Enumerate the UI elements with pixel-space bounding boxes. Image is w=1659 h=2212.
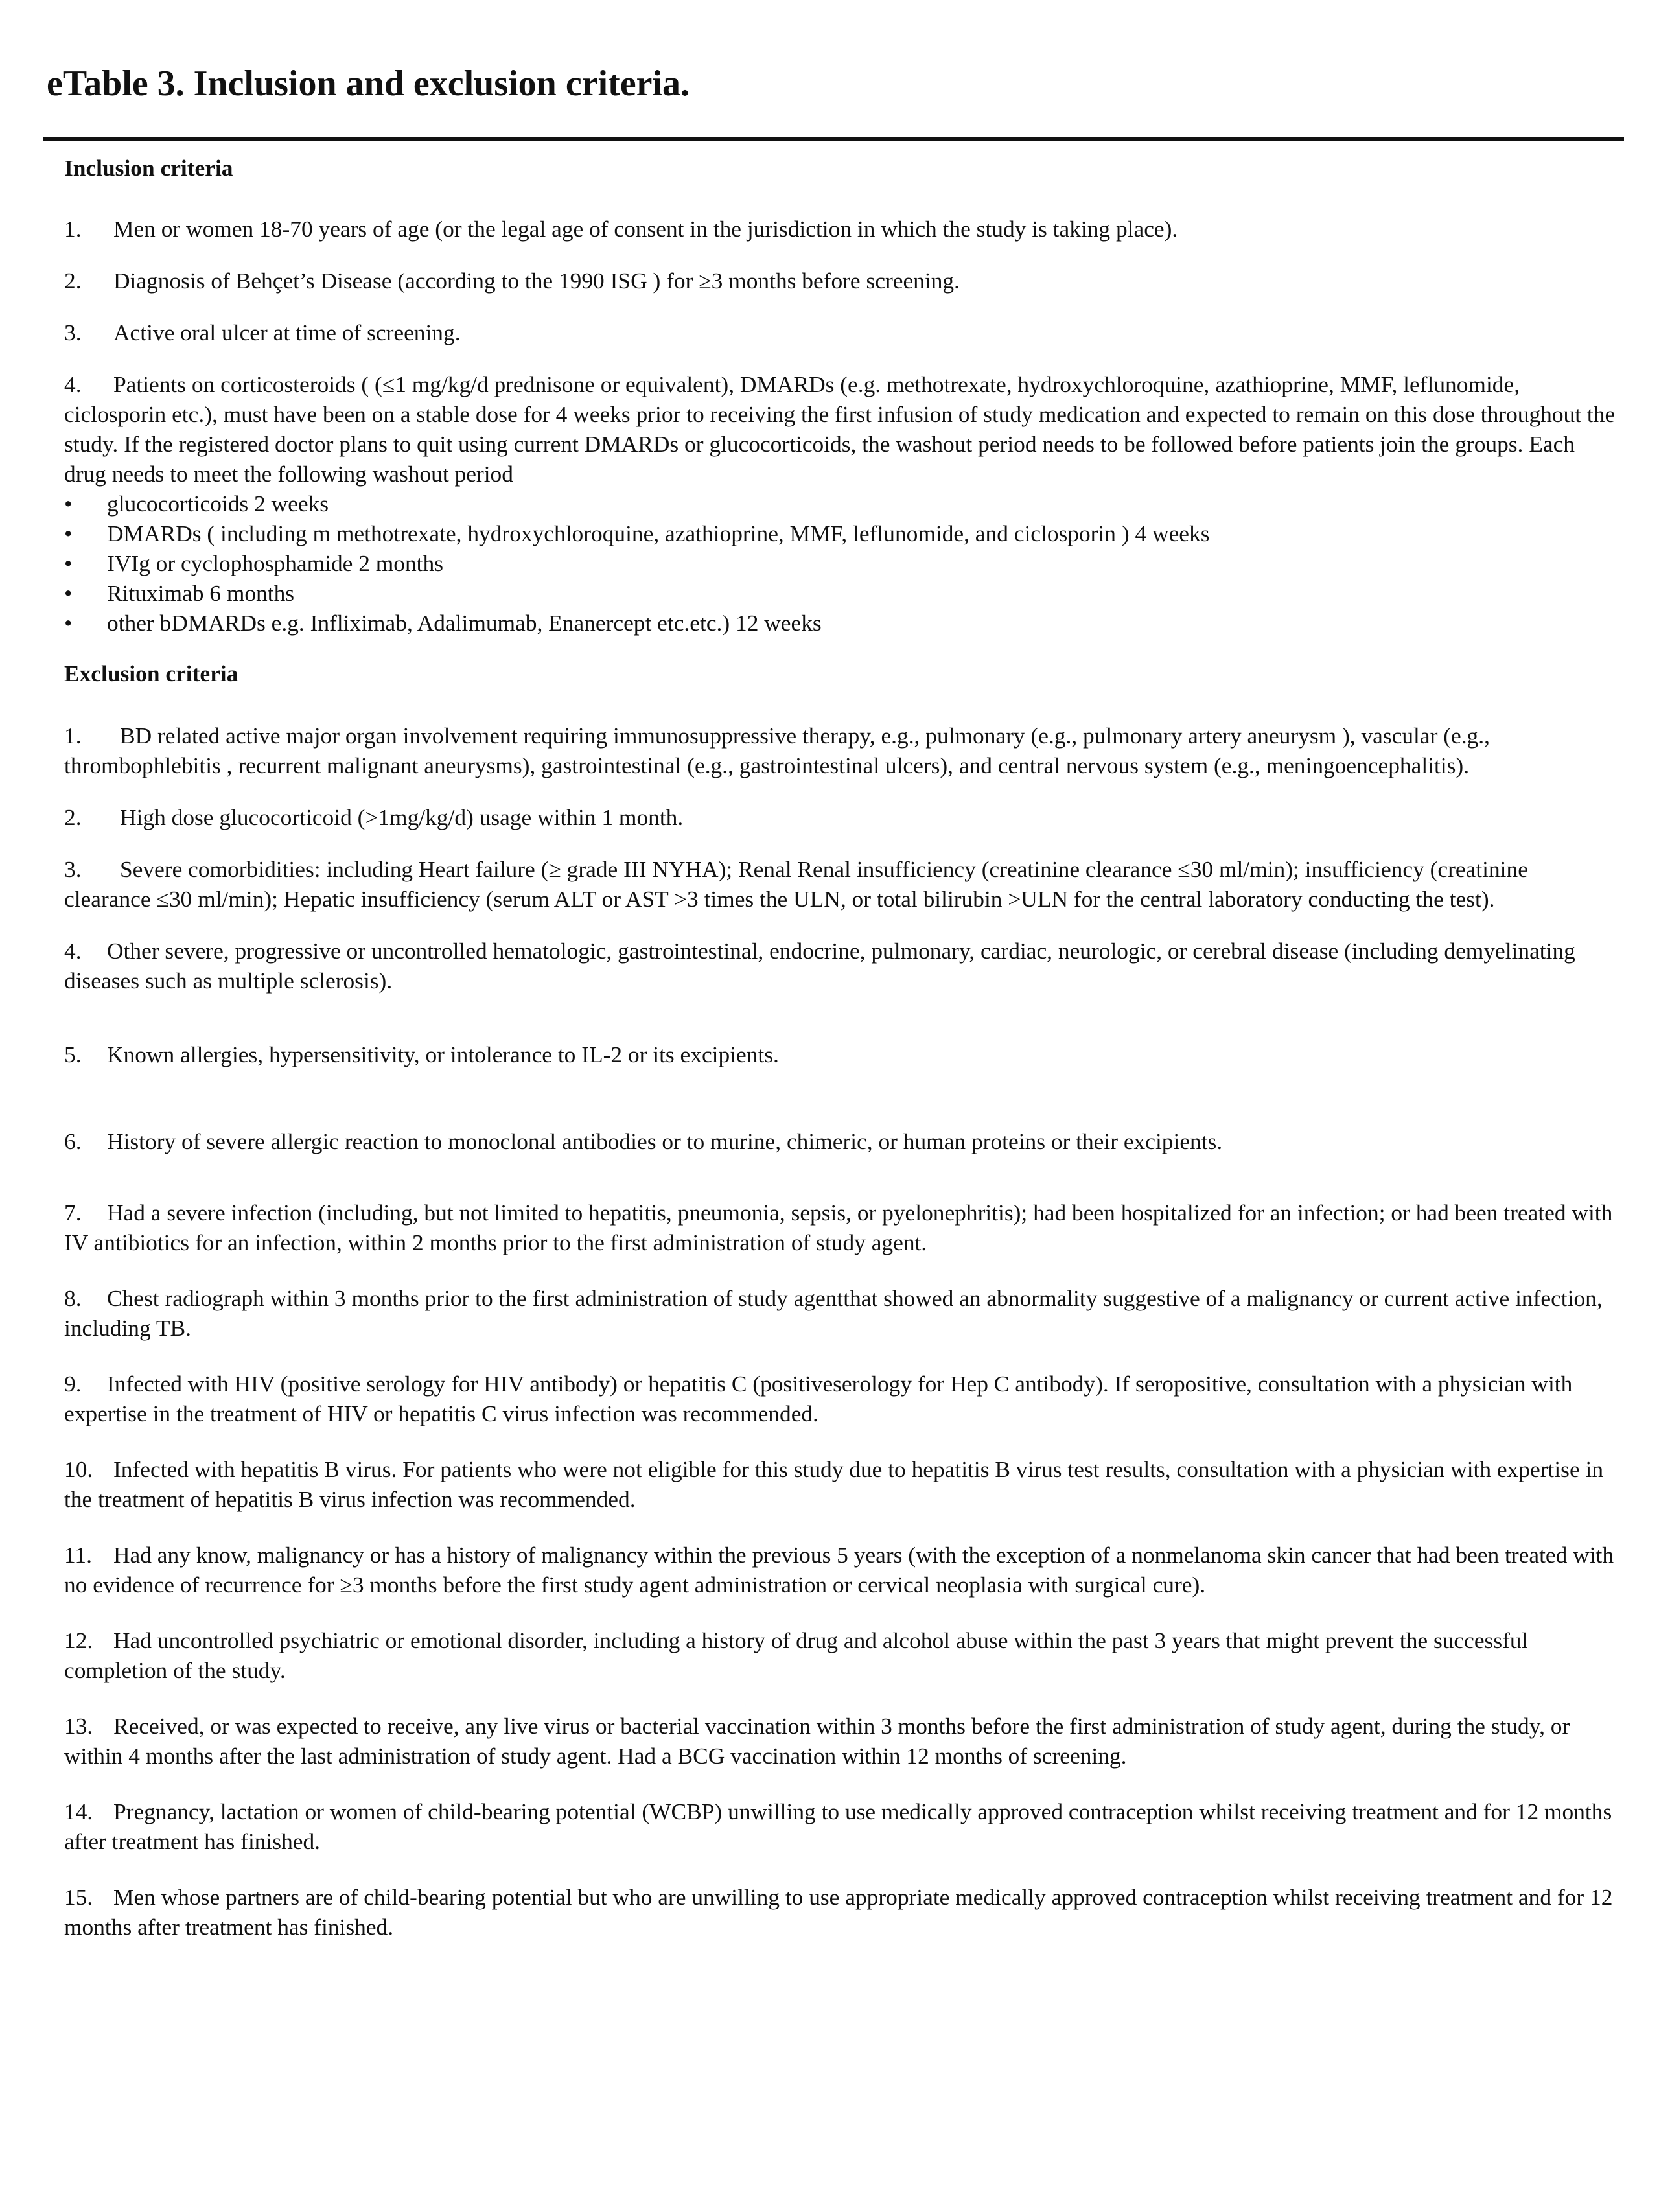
title-rule bbox=[43, 137, 1624, 141]
item-text: Had uncontrolled psychiatric or emotional disorder, including a history of drug and alcohol abuse within the past 3 years that might prevent the successful completion of the study. bbox=[64, 1627, 1528, 1683]
inclusion-section bbox=[64, 153, 1619, 638]
inclusion-item bbox=[64, 369, 1619, 489]
item-text: Active oral ulcer at time of screening. bbox=[113, 320, 461, 345]
item-text: Pregnancy, lactation or women of child-bearing potential (WCBP) unwilling to use medically approved contraception whilst receiving treatment and for 12 months after treatment has finished. bbox=[64, 1799, 1612, 1854]
criteria-content bbox=[64, 153, 1619, 1942]
item-number: 11. bbox=[64, 1542, 92, 1568]
bullet-marker: • bbox=[64, 491, 73, 517]
washout-item bbox=[64, 518, 1619, 548]
item-text: Severe comorbidities: including Heart failure (≥ grade III NYHA); Renal Renal insufficiency (creatinine clearance ≤30 ml/min); insufficiency (creatinine clearance ≤30 ml/min); Hepatic insufficiency (serum ALT or AST >3 times the ULN, or total bilirubin >ULN for the central laboratory conducting the test). bbox=[64, 856, 1528, 912]
exclusion-item bbox=[64, 1126, 1619, 1156]
exclusion-item bbox=[64, 721, 1619, 780]
item-number: 1. bbox=[64, 723, 82, 749]
item-number: 4. bbox=[64, 371, 82, 397]
exclusion-heading: Exclusion criteria bbox=[64, 660, 238, 686]
exclusion-item bbox=[64, 1540, 1619, 1600]
item-text: Chest radiograph within 3 months prior to the first administration of study agentthat showed an abnormality suggestive of a malignancy or current active infection, including TB. bbox=[64, 1285, 1603, 1341]
item-text: Received, or was expected to receive, any live virus or bacterial vaccination within 3 months before the first administration of study agent, during the study, or within 4 months after the last administration of study agent. Had a BCG vaccination within 12 months of screening. bbox=[64, 1713, 1570, 1769]
item-number: 5. bbox=[64, 1042, 82, 1067]
item-number: 7. bbox=[64, 1200, 82, 1226]
item-number: 14. bbox=[64, 1799, 93, 1824]
item-number: 3. bbox=[64, 320, 82, 345]
exclusion-item bbox=[64, 1454, 1619, 1514]
table-title: eTable 3. Inclusion and exclusion criteria. bbox=[47, 64, 690, 104]
item-text: Other severe, progressive or uncontrolled hematologic, gastrointestinal, endocrine, pulmonary, cardiac, neurologic, or cerebral disease (including demyelinating diseases such as multiple sclerosis). bbox=[64, 938, 1575, 994]
item-number: 8. bbox=[64, 1285, 82, 1311]
item-text: History of severe allergic reaction to monoclonal antibodies or to murine, chimeric, or human proteins or their excipients. bbox=[107, 1128, 1223, 1154]
bullet-marker: • bbox=[64, 580, 73, 606]
item-text: Men or women 18-70 years of age (or the legal age of consent in the jurisdiction in which the study is taking place). bbox=[113, 216, 1178, 242]
item-number: 10. bbox=[64, 1456, 93, 1482]
washout-item bbox=[64, 489, 1619, 518]
exclusion-item bbox=[64, 1283, 1619, 1343]
item-number: 3. bbox=[64, 856, 82, 882]
item-number: 12. bbox=[64, 1627, 93, 1653]
bullet-marker: • bbox=[64, 610, 73, 636]
exclusion-item bbox=[64, 1625, 1619, 1685]
item-text: BD related active major organ involvement requiring immunosuppressive therapy, e.g., pulmonary (e.g., pulmonary artery aneurysm ), vascular (e.g., thrombophlebitis , recurrent malignant aneurysms), gastrointestinal (e.g., gastrointestinal ulcers), and central nervous system (e.g., meningoencephalitis). bbox=[64, 723, 1490, 778]
item-number: 1. bbox=[64, 216, 82, 242]
washout-item bbox=[64, 548, 1619, 578]
item-text: Infected with HIV (positive serology for HIV antibody) or hepatitis C (positiveserology for Hep C antibody). If seropositive, consultation with a physician with expertise in the treatment of HIV or hepatitis C virus infection was recommended. bbox=[64, 1371, 1573, 1426]
exclusion-item bbox=[64, 854, 1619, 914]
item-text: Men whose partners are of child-bearing potential but who are unwilling to use appropriate medically approved contraception whilst receiving treatment and for 12 months after treatment has finished. bbox=[64, 1884, 1613, 1940]
exclusion-item bbox=[64, 1711, 1619, 1771]
inclusion-heading: Inclusion criteria bbox=[64, 155, 233, 181]
item-text: Infected with hepatitis B virus. For patients who were not eligible for this study due to hepatitis B virus test results, consultation with a physician with expertise in the treatment of hepatitis B virus infection was recommended. bbox=[64, 1456, 1604, 1512]
inclusion-item bbox=[64, 318, 1619, 347]
washout-text: DMARDs ( including m methotrexate, hydroxychloroquine, azathioprine, MMF, leflunomide, and ciclosporin ) 4 weeks bbox=[107, 520, 1210, 546]
item-text: Patients on corticosteroids ( (≤1 mg/kg/d prednisone or equivalent), DMARDs (e.g. methotrexate, hydroxychloroquine, azathioprine, MMF, leflunomide, ciclosporin etc.), must have been on a stable dose for 4 weeks prior to receiving the first infusion of study medication and expected to remain on this dose throughout the study. If the registered doctor plans to quit using current DMARDs or glucocorticoids, the washout period needs to be followed before patients join the groups. Each drug needs to meet the following washout period bbox=[64, 371, 1616, 487]
exclusion-item bbox=[64, 936, 1619, 995]
item-number: 4. bbox=[64, 938, 82, 964]
exclusion-item bbox=[64, 1797, 1619, 1856]
exclusion-item bbox=[64, 802, 1619, 832]
item-text: Had a severe infection (including, but not limited to hepatitis, pneumonia, sepsis, or pyelonephritis); had been hospitalized for an infection; or had been treated with IV antibiotics for an infection, within 2 months prior to the first administration of study agent. bbox=[64, 1200, 1613, 1255]
item-number: 15. bbox=[64, 1884, 93, 1910]
item-text: Known allergies, hypersensitivity, or intolerance to IL-2 or its excipients. bbox=[107, 1042, 779, 1067]
inclusion-item bbox=[64, 214, 1619, 244]
washout-list bbox=[64, 489, 1619, 638]
exclusion-item bbox=[64, 1882, 1619, 1942]
washout-text: other bDMARDs e.g. Infliximab, Adalimumab, Enanercept etc.etc.) 12 weeks bbox=[107, 610, 822, 636]
exclusion-item bbox=[64, 1040, 1619, 1069]
item-number: 13. bbox=[64, 1713, 93, 1739]
washout-item bbox=[64, 578, 1619, 608]
washout-item bbox=[64, 608, 1619, 638]
washout-text: Rituximab 6 months bbox=[107, 580, 295, 606]
item-number: 6. bbox=[64, 1128, 82, 1154]
exclusion-item bbox=[64, 1198, 1619, 1257]
bullet-marker: • bbox=[64, 520, 73, 546]
item-text: Had any know, malignancy or has a history of malignancy within the previous 5 years (with the exception of a nonmelanoma skin cancer that had been treated with no evidence of recurrence for ≥3 months before the first study agent administration or cervical neoplasia with surgical cure). bbox=[64, 1542, 1614, 1598]
washout-text: glucocorticoids 2 weeks bbox=[107, 491, 329, 517]
item-number: 9. bbox=[64, 1371, 82, 1397]
item-text: High dose glucocorticoid (>1mg/kg/d) usage within 1 month. bbox=[120, 804, 684, 830]
item-number: 2. bbox=[64, 804, 82, 830]
washout-text: IVIg or cyclophosphamide 2 months bbox=[107, 550, 443, 576]
inclusion-item bbox=[64, 266, 1619, 296]
item-text: Diagnosis of Behçet’s Disease (according to the 1990 ISG ) for ≥3 months before screening. bbox=[113, 268, 960, 294]
exclusion-section bbox=[64, 658, 1619, 1942]
exclusion-item bbox=[64, 1369, 1619, 1428]
item-number: 2. bbox=[64, 268, 82, 294]
bullet-marker: • bbox=[64, 550, 73, 576]
